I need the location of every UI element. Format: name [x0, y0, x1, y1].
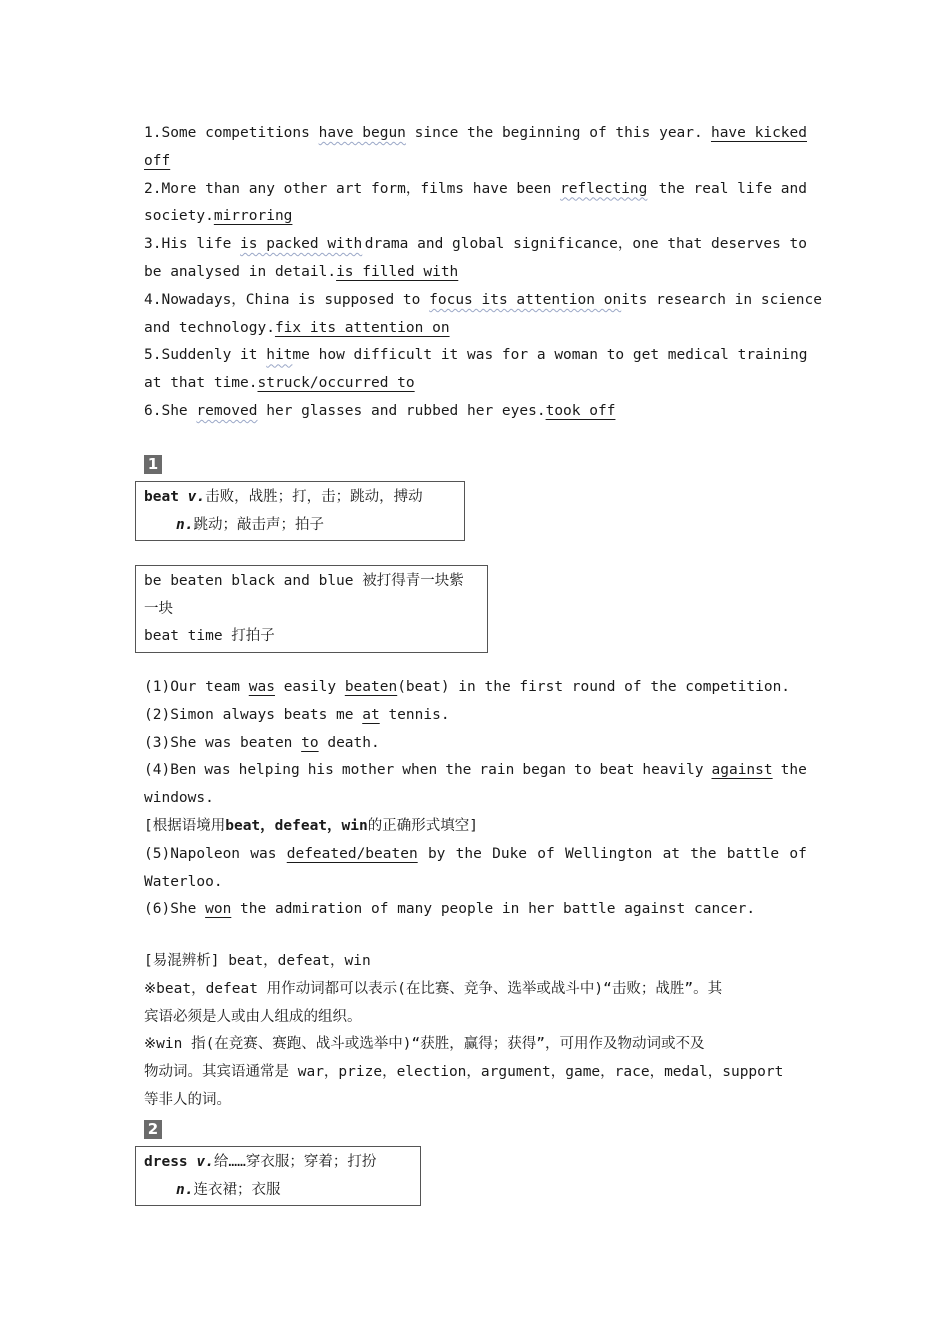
exercise-2: 2.More than any other art form，films have been reflecting the real life and — [144, 180, 807, 197]
phrase-line: 一块 — [144, 600, 173, 617]
phrase-box — [135, 565, 488, 653]
phrase-line: be beaten black and blue 被打得青一块紫 — [144, 573, 464, 589]
answer: mirroring — [213, 208, 293, 225]
definition-verb: dress v.给……穿衣服；穿着；打扮 — [144, 1154, 377, 1170]
exercise-4: 4.Nowadays，China is supposed to focus its attention on its research in science — [144, 291, 822, 308]
notes-title: [易混辨析] beat，defeat，win — [144, 953, 371, 969]
answer: fix its attention on — [274, 319, 450, 336]
example-6: (6)She won the admiration of many people in her battle against cancer. — [144, 901, 756, 918]
exercise-5: 5.Suddenly it hit me how difficult it was for a woman to get medical training — [144, 347, 808, 364]
example-5: (5)Napoleon was defeated/beaten by the Duke of Wellington at the battle of — [144, 845, 807, 862]
exercise-5-cont: at that time.struck/occurred to — [144, 375, 415, 392]
exercise-block — [144, 120, 822, 426]
exercise-6: 6.She removed her glasses and rubbed her eyes.took off — [144, 402, 616, 419]
definition-box-beat — [135, 481, 465, 541]
definition-box-dress — [135, 1146, 421, 1206]
example-4: (4)Ben was helping his mother when the rain began to beat heavily against the — [144, 762, 807, 779]
example-3: (3)She was beaten to death. — [144, 734, 380, 751]
answer: is filled with — [336, 263, 459, 280]
example-2: (2)Simon always beats me at tennis. — [144, 706, 450, 723]
exercise-4-cont: and technology.fix its attention on — [144, 319, 450, 336]
answer: have kicked — [710, 125, 807, 141]
example-5-cont: Waterloo. — [144, 873, 223, 890]
answer: took off — [545, 402, 616, 419]
section-number-badge: 1 — [144, 455, 162, 474]
definition-verb: beat v.击败，战胜；打，击；跳动，搏动 — [144, 489, 423, 505]
usage-notes — [144, 948, 807, 1115]
note-line: ※win 指(在竞赛、赛跑、战斗或选举中)“获胜，赢得；获得”，可用作及物动词或不及 — [144, 1036, 705, 1053]
section-number-badge: 2 — [144, 1120, 162, 1139]
exercise-1: 1.Some competitions have begun since the beginning of this year. have kicked — [144, 120, 807, 148]
example-1: (1)Our team was easily beaten(beat) in the first round of the competition. — [144, 679, 791, 695]
note-line: 物动词。其宾语通常是 war，prize，election，argument，game，race，medal，support — [144, 1064, 784, 1081]
note-line: ※beat，defeat 用作动词都可以表示(在比赛、竞争、选举或战斗中)“击败；战胜”。其 — [144, 980, 723, 997]
definition-noun: n.连衣裙；衣服 — [176, 1181, 281, 1198]
note-line: 宾语必须是人或由人组成的组织。 — [144, 1008, 362, 1025]
example-4-cont: windows. — [144, 790, 214, 807]
note-line: 等非人的词。 — [144, 1091, 231, 1108]
definition-noun: n.跳动；敲击声；拍子 — [176, 516, 324, 533]
instruction: [根据语境用beat，defeat，win的正确形式填空] — [144, 817, 478, 834]
exercise-3-cont: be analysed in detail.is filled with — [144, 263, 459, 280]
answer: struck/occurred to — [257, 375, 415, 392]
exercise-1-cont: off — [144, 152, 171, 169]
beat-exercises — [144, 674, 807, 924]
exercise-2-cont: society.mirroring — [144, 208, 293, 225]
phrase-line: beat time 打拍子 — [144, 628, 275, 644]
exercise-3: 3.His life is packed with drama and global significance，one that deserves to — [144, 236, 807, 253]
